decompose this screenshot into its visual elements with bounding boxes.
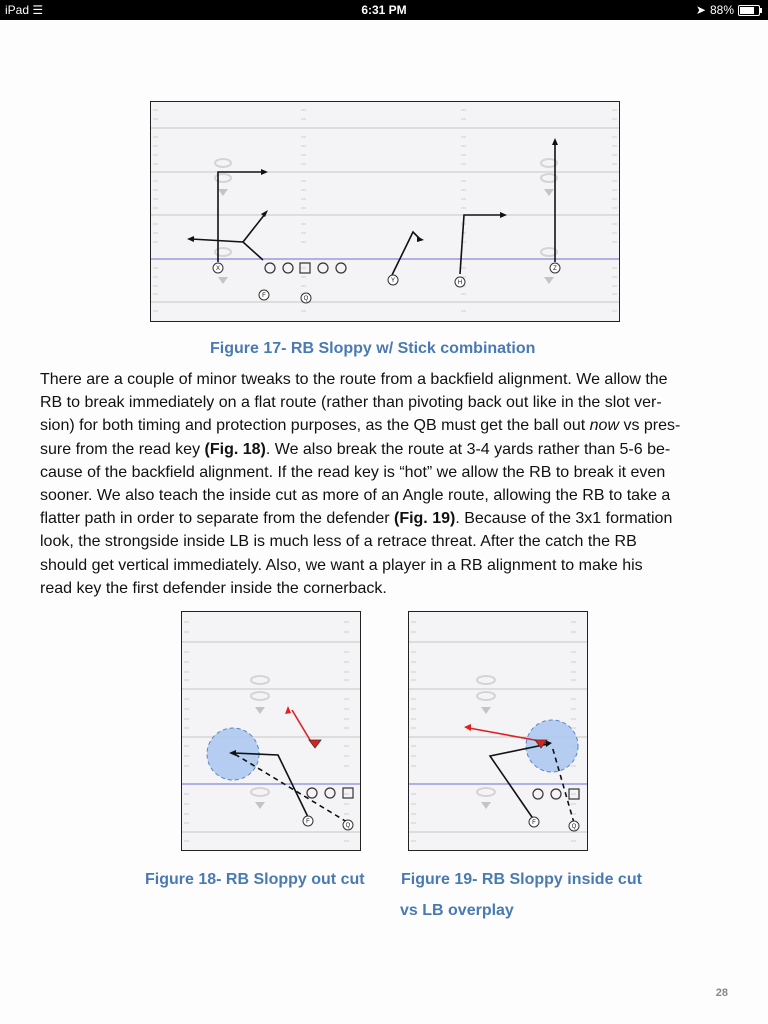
- status-bar: [0, 0, 768, 20]
- yard-lines: [151, 128, 619, 302]
- player-label-f: F: [306, 819, 310, 825]
- clock: 6:31 PM: [361, 3, 407, 17]
- figure-19-caption-line-1: Figure 19- RB Sloppy inside cut: [401, 871, 642, 888]
- page-number: 28: [715, 987, 728, 999]
- device-label: iPad ☰: [5, 3, 44, 17]
- player-label-f: F: [532, 820, 536, 826]
- player-label-q: Q: [303, 296, 309, 302]
- defender-triangles: [481, 707, 491, 809]
- body-line: [40, 507, 730, 530]
- defender-arrowhead: [464, 724, 471, 731]
- body-paragraph: [40, 368, 730, 600]
- body-line: [40, 438, 730, 461]
- text-run: There are a couple of minor tweaks to the route from a backfield alignment. We allow the: [40, 371, 668, 388]
- text-run: . We also break the route at 3-4 yards rather than 5-6 be-: [265, 440, 671, 458]
- defender-ghosts: [477, 676, 495, 796]
- body-line: [40, 530, 730, 553]
- text-run: look, the strongside inside LB is much less of a retrace threat. After the catch the RB: [40, 533, 637, 551]
- figure-17-svg: [151, 102, 619, 321]
- defender-arrowhead: [285, 706, 291, 714]
- yard-lines: [182, 642, 360, 832]
- body-line: [40, 484, 730, 507]
- figure-17-caption: Figure 17- RB Sloppy w/ Stick combination: [210, 340, 536, 357]
- body-line: [40, 461, 730, 484]
- hash-marks: [184, 622, 349, 841]
- body-line: [40, 368, 730, 391]
- player-label-f: F: [262, 293, 266, 299]
- routes: [191, 142, 555, 275]
- text-run: vs pres-: [619, 417, 681, 435]
- location-arrow-icon: ➤: [695, 3, 706, 17]
- offensive-line: [307, 788, 353, 798]
- player-label-q: Q: [345, 823, 351, 829]
- status-right: [696, 3, 760, 17]
- read-key-zone: [526, 720, 578, 772]
- defender-triangles: [215, 189, 554, 284]
- figure-18-diagram: [181, 611, 361, 851]
- figure-17-diagram: [150, 101, 620, 322]
- bold-run: (Fig. 19): [393, 510, 456, 528]
- figure-19-diagram: [408, 611, 588, 851]
- player-label-y: Y: [390, 278, 396, 284]
- player-label-z: Z: [553, 266, 557, 272]
- text-run: sion) for both timing and protection purposes, as the QB must get the ball out: [40, 417, 590, 435]
- body-line: [40, 577, 730, 600]
- battery-icon: [738, 5, 760, 16]
- text-run: sure from the read key: [40, 440, 205, 458]
- player-label-x: X: [215, 266, 221, 272]
- bold-run: (Fig. 18): [204, 440, 266, 458]
- read-key-defender: [309, 740, 321, 748]
- battery-percent: 88%: [709, 3, 734, 17]
- text-run: sooner. We also teach the inside cut as more of an Angle route, allowing the RB to take a: [40, 487, 671, 505]
- figure-19-svg: [409, 612, 587, 850]
- text-run: flatter path in order to separate from the defender: [40, 510, 394, 528]
- figure-18-caption: Figure 18- RB Sloppy out cut: [145, 871, 365, 888]
- text-run: RB to break immediately on a flat route (rather than pivoting back out like in the slot ver-: [40, 394, 662, 412]
- defender-drop-route: [292, 710, 310, 740]
- figure-19-caption-line-2: vs LB overplay: [400, 902, 514, 919]
- body-line: [40, 391, 730, 414]
- defender-ghosts: [215, 159, 557, 256]
- player-label-q: Q: [571, 824, 577, 830]
- text-run: read key the first defender inside the cornerback.: [40, 579, 387, 597]
- text-run: should get vertical immediately. Also, we want a player in a RB alignment to make his: [40, 556, 643, 574]
- battery-fill: [740, 7, 754, 14]
- defender-ghosts: [251, 676, 269, 796]
- body-line: [40, 554, 730, 577]
- route-arrowheads: [187, 138, 558, 242]
- wifi-icon: ☰: [32, 3, 44, 17]
- body-line: [40, 414, 730, 437]
- player-label-h: H: [457, 280, 463, 286]
- text-run: . Because of the 3x1 formation: [455, 510, 673, 528]
- italic-run: now: [589, 417, 619, 435]
- text-run: cause of the backfield alignment. If the read key is “hot” we allow the RB to break it even: [40, 463, 666, 481]
- figure-18-svg: [182, 612, 360, 850]
